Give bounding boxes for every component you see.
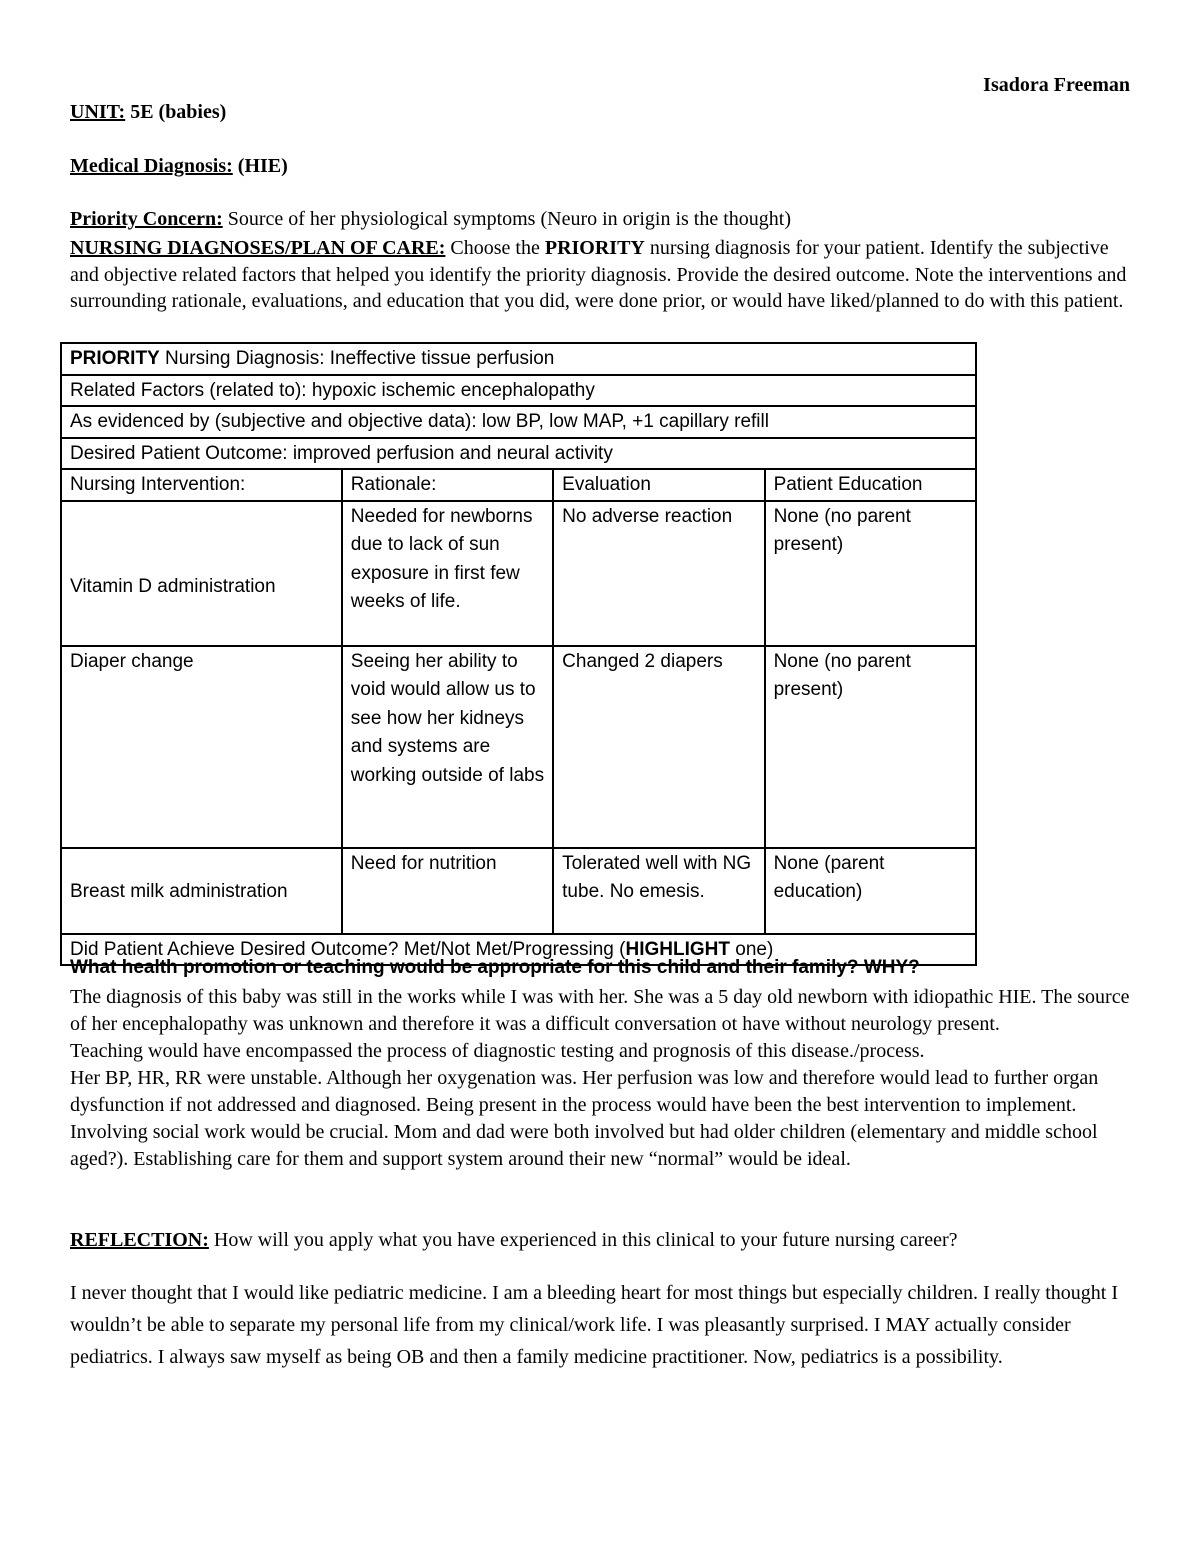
health-promotion-answer	[70, 984, 1135, 1173]
reflection-label: REFLECTION:	[70, 1229, 209, 1251]
rationale-cell: Seeing her ability to void would allow us to see how her kidneys and systems are working outside of labs	[342, 646, 553, 848]
reflection-line	[70, 1229, 958, 1252]
desired-outcome-row	[61, 438, 976, 470]
nursing-text-2: nursing diagnosis for your patient. Identify the subjective and objective related factors that helped you identify the priority diagnosis. Provide the desired outcome. Note the interventions and surrounding rationale, evaluations, and education that you did, were done prior, or would have liked/planned to do with this patient.	[70, 237, 1127, 312]
health-promotion-paragraph: Her BP, HR, RR were unstable. Although her oxygenation was. Her perfusion was low and therefore would lead to further organ dysfunction if not addressed and diagnosed. Being present in the process would have been the best intervention to implement. Involving social work would be crucial. Mom and dad were both involved but had older children (elementary and middle school aged?). Establishing care for them and support system around their new “normal” would be ideal.	[70, 1067, 1099, 1170]
priority-concern-label: Priority Concern:	[70, 208, 223, 230]
health-promotion-paragraph: Teaching would have encompassed the process of diagnostic testing and prognosis of this disease./process.	[70, 1040, 925, 1062]
evaluation-cell: Tolerated well with NG tube. No emesis.	[553, 848, 764, 934]
priority-concern-line	[70, 208, 791, 231]
outcome-question-text: Did Patient Achieve Desired Outcome? Met/Not Met/Progressing (	[70, 938, 626, 960]
nursing-diagnoses-instructions	[70, 235, 1135, 315]
table-row	[61, 646, 976, 848]
table-header-row	[61, 469, 976, 501]
outcome-highlight-word: HIGHLIGHT	[625, 938, 730, 960]
nursing-diagnoses-label: NURSING DIAGNOSES/PLAN OF CARE:	[70, 237, 446, 259]
medical-diagnosis-value: (HIE)	[232, 155, 288, 177]
reflection-answer: I never thought that I would like pediatric medicine. I am a bleeding heart for most things but especially children. I really thought I wouldn’t be able to separate my personal life from my clinical/work life. I was pleasantly surprised. I MAY actually consider pediatrics. I always saw myself as being OB and then a family medicine practitioner. Now, pediatrics is a possibility.	[70, 1282, 1119, 1368]
header-rationale: Rationale:	[342, 469, 553, 501]
unit-value: 5E (babies)	[125, 101, 227, 123]
education-cell: None (no parent present)	[765, 501, 976, 646]
priority-label: PRIORITY	[70, 348, 160, 369]
priority-concern-value: Source of her physiological symptoms (Neuro in origin is the thought)	[222, 208, 791, 230]
evidenced-by-row	[61, 406, 976, 438]
intervention-cell: Vitamin D administration	[61, 501, 342, 646]
related-factors-text: Related Factors (related to): hypoxic ischemic encephalopathy	[61, 375, 976, 407]
unit-line	[70, 101, 226, 124]
health-promotion-question: What health promotion or teaching would be appropriate for this child and their family? WHY?	[70, 957, 920, 978]
education-cell: None (no parent present)	[765, 646, 976, 848]
unit-label: UNIT:	[70, 101, 126, 123]
medical-diagnosis-line	[70, 155, 288, 178]
header-evaluation: Evaluation	[553, 469, 764, 501]
priority-diagnosis-row	[61, 343, 976, 375]
desired-outcome-text: Desired Patient Outcome: improved perfusion and neural activity	[61, 438, 976, 470]
header-intervention: Nursing Intervention:	[61, 469, 342, 501]
reflection-question: How will you apply what you have experienced in this clinical to your future nursing career?	[208, 1229, 958, 1251]
rationale-cell: Need for nutrition	[342, 848, 553, 934]
intervention-cell: Diaper change	[61, 646, 342, 848]
medical-diagnosis-label: Medical Diagnosis:	[70, 155, 233, 177]
evidenced-by-text: As evidenced by (subjective and objective data): low BP, low MAP, +1 capillary refill	[61, 406, 976, 438]
header-education: Patient Education	[765, 469, 976, 501]
health-promotion-paragraph: The diagnosis of this baby was still in the works while I was with her. She was a 5 day old newborn with idiopathic HIE. The source of her encephalopathy was unknown and therefore it was a difficult conversation ot have without neurology present.	[70, 986, 1130, 1035]
author-name: Isadora Freeman	[983, 74, 1130, 96]
evaluation-cell: Changed 2 diapers	[553, 646, 764, 848]
rationale-cell: Needed for newborns due to lack of sun exposure in first few weeks of life.	[342, 501, 553, 646]
related-factors-row	[61, 375, 976, 407]
nursing-priority-word: PRIORITY	[544, 237, 645, 259]
evaluation-cell: No adverse reaction	[553, 501, 764, 646]
care-plan-table	[60, 342, 977, 966]
priority-diagnosis-text: Nursing Diagnosis: Ineffective tissue perfusion	[159, 348, 555, 369]
outcome-question-end: one)	[729, 938, 774, 960]
education-cell: None (parent education)	[765, 848, 976, 934]
nursing-text-1: Choose the	[445, 237, 545, 259]
table-row	[61, 848, 976, 934]
intervention-cell: Breast milk administration	[61, 848, 342, 934]
table-row	[61, 501, 976, 646]
